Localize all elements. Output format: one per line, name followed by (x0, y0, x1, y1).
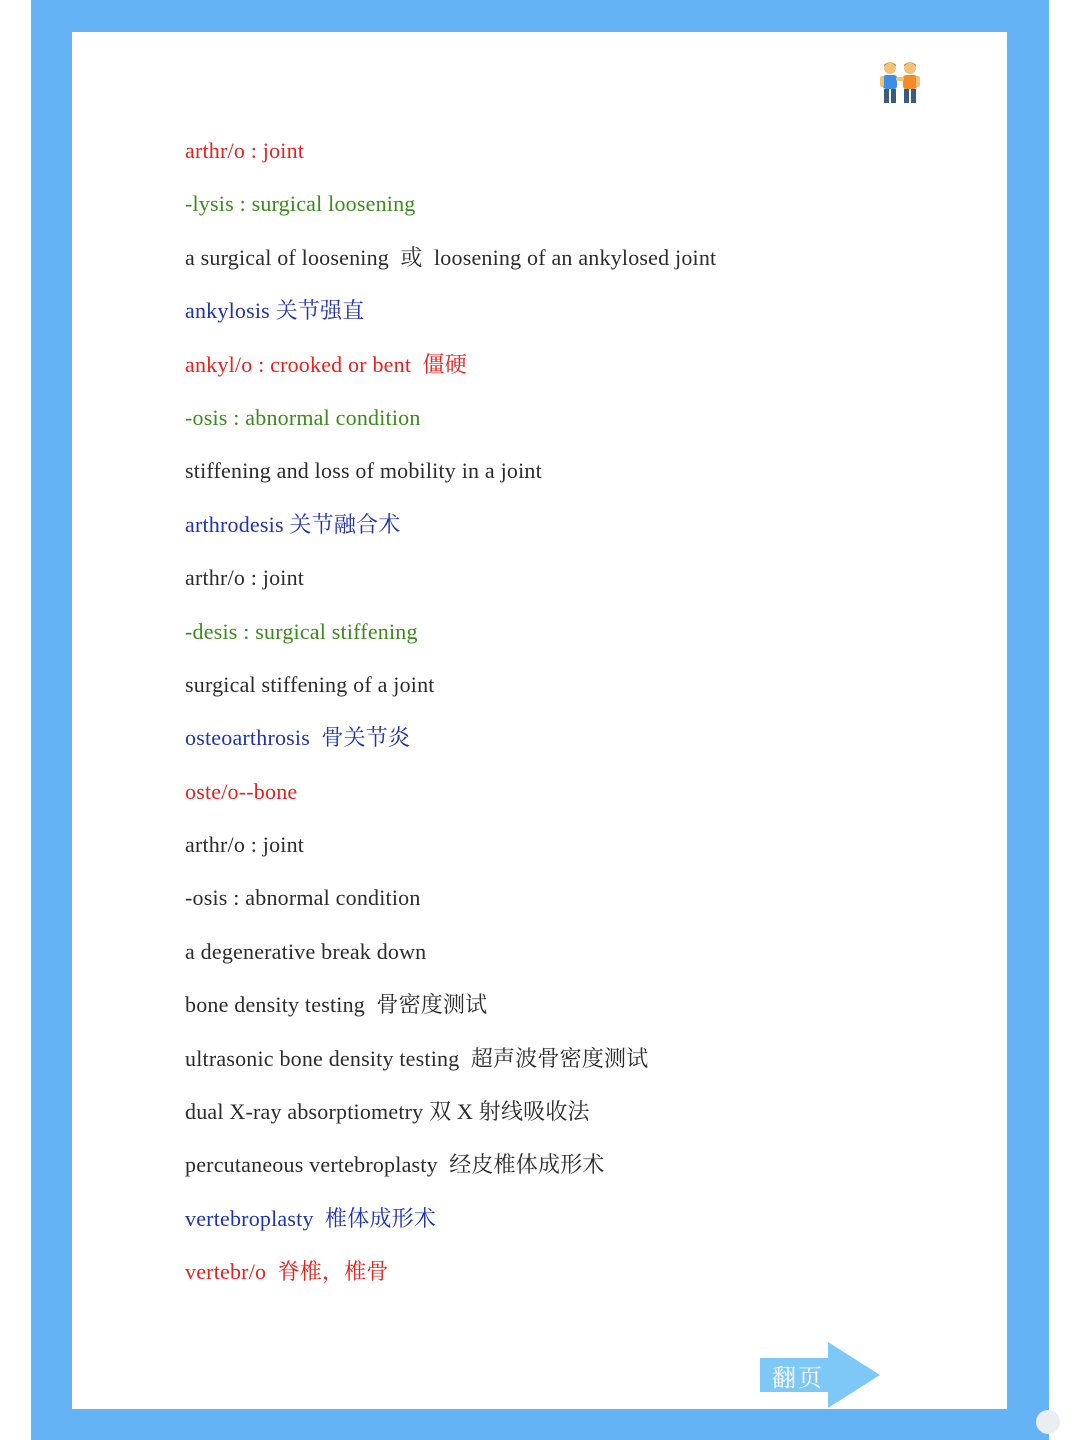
vocab-line: -osis : abnormal condition (185, 404, 421, 430)
vocab-line: arthrodesis 关节融合术 (185, 511, 401, 537)
vocabulary-list (185, 126, 945, 1301)
vocab-line: ultrasonic bone density testing 超声波骨密度测试 (185, 1045, 649, 1071)
vocab-line: ankylosis 关节强直 (185, 298, 365, 324)
two-people-icon (878, 60, 922, 106)
corner-decoration (1036, 1410, 1060, 1434)
vocab-line: -desis : surgical stiffening (185, 618, 418, 644)
vocab-line: vertebr/o 脊椎，椎骨 (185, 1259, 389, 1285)
vocab-line: a degenerative break down (185, 938, 427, 964)
vocab-line: ankyl/o : crooked or bent 僵硬 (185, 351, 467, 377)
vocab-line: surgical stiffening of a joint (185, 671, 435, 697)
vocab-line: -lysis : surgical loosening (185, 191, 416, 217)
next-page-label: 翻页 (772, 1364, 824, 1392)
vocab-line: osteoarthrosis 骨关节炎 (185, 725, 411, 751)
vocab-line: a surgical of loosening 或 loosening of an ankylosed joint (185, 244, 717, 270)
vocab-line: -osis : abnormal condition (185, 885, 421, 911)
vocab-line: arthr/o : joint (185, 565, 305, 591)
vocab-line: arthr/o : joint (185, 832, 305, 858)
vocab-line: bone density testing 骨密度测试 (185, 992, 488, 1018)
vocab-line: oste/o--bone (185, 778, 298, 804)
vocab-line: dual X-ray absorptiometry 双 X 射线吸收法 (185, 1099, 590, 1125)
next-page-button[interactable] (760, 1340, 882, 1410)
vocab-line: arthr/o : joint (185, 138, 305, 163)
vocab-line: vertebroplasty 椎体成形术 (185, 1205, 437, 1231)
vocab-line: stiffening and loss of mobility in a joint (185, 458, 542, 484)
vocab-line: percutaneous vertebroplasty 经皮椎体成形术 (185, 1152, 605, 1178)
